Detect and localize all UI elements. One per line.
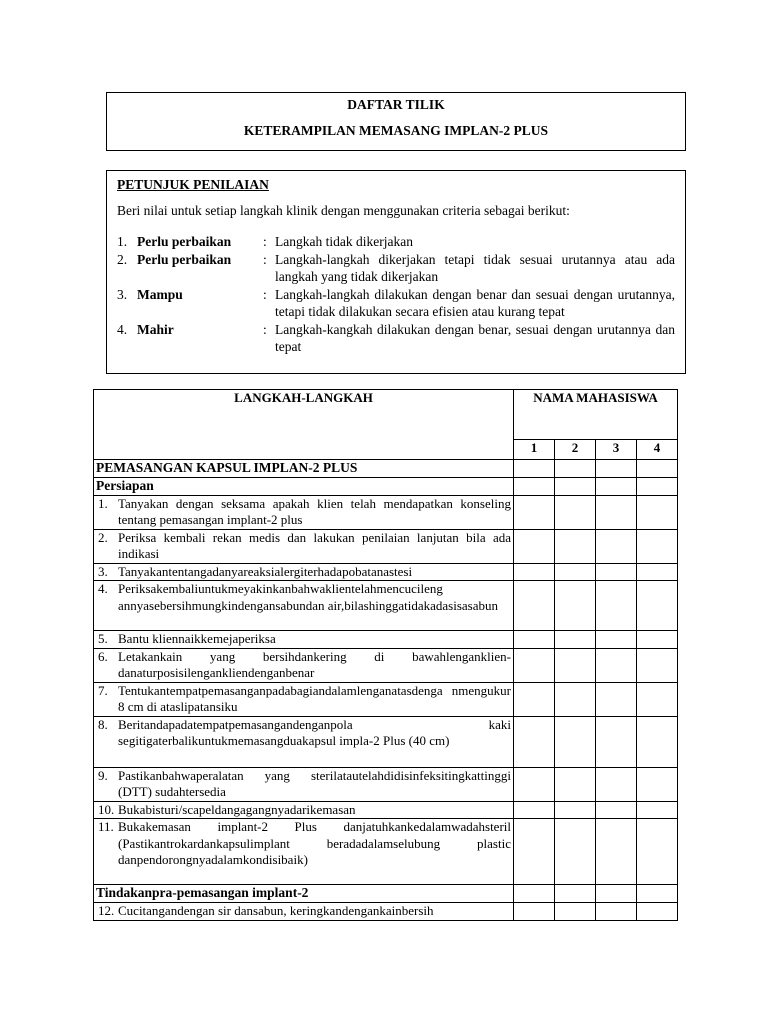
table-row [94, 529, 678, 563]
score-cell[interactable] [596, 648, 637, 682]
step-number: 4. [98, 581, 108, 596]
step-text: Bukakemasan implant-2 Plus danjatuhkankedalamwadahsteril (Pastikantrokardankapsulimplant beradadalamselubung plastic danpendorongnyadalamkondisibaik) [118, 819, 511, 867]
score-cell[interactable] [596, 631, 637, 649]
step-number: 6. [98, 648, 108, 664]
step-cell [94, 682, 514, 716]
score-cell[interactable] [596, 581, 637, 631]
step-number: 8. [98, 716, 108, 732]
step-cell [94, 903, 514, 921]
score-cell[interactable] [514, 682, 555, 716]
score-cell[interactable] [514, 716, 555, 767]
table-row [94, 682, 678, 716]
score-cell[interactable] [637, 682, 678, 716]
header-student-name: NAMA MAHASISWA [514, 390, 678, 440]
score-cell[interactable] [637, 648, 678, 682]
score-cell[interactable] [596, 819, 637, 885]
step-cell [94, 495, 514, 529]
score-cell[interactable] [555, 801, 596, 819]
score-cell[interactable] [555, 529, 596, 563]
criteria-colon: : [263, 286, 267, 302]
score-cell[interactable] [514, 581, 555, 631]
criteria-item [117, 321, 675, 356]
score-cell[interactable] [637, 801, 678, 819]
step-number: 12. [98, 903, 115, 918]
score-cell[interactable] [555, 495, 596, 529]
criteria-label: Mahir [137, 321, 174, 337]
score-cell[interactable] [514, 801, 555, 819]
step-number: 2. [98, 529, 108, 545]
section-row [94, 460, 678, 478]
score-cell[interactable] [555, 563, 596, 581]
document-title: DAFTAR TILIK [347, 97, 445, 112]
step-number: 9. [98, 767, 108, 783]
score-cell[interactable] [555, 682, 596, 716]
table-row [94, 648, 678, 682]
score-cell[interactable] [514, 631, 555, 649]
table-row [94, 716, 678, 767]
step-number: 1. [98, 495, 108, 511]
table-row [94, 767, 678, 801]
instructions-heading: PETUNJUK PENILAIAN [117, 177, 269, 192]
score-cell[interactable] [514, 648, 555, 682]
criteria-description: Langkah-langkah dikerjakan tetapi tidak sesuai urutannya atau ada langkah yang tidak dikerjakan [275, 251, 675, 284]
score-cell[interactable] [514, 903, 555, 921]
step-number: 11. [98, 819, 114, 834]
step-text: Letakankain yang bersihdankering di bawahlengankliendanaturposisilengankliendenganbenar [118, 648, 511, 680]
step-text: Pastikanbahwaperalatan yang sterilatautelahdidisinfeksitingkattinggi (DTT) sudahtersedia [118, 767, 511, 799]
subsection-title: Persiapan [94, 478, 514, 496]
score-cell[interactable] [637, 478, 678, 496]
score-cell[interactable] [637, 903, 678, 921]
step-cell [94, 529, 514, 563]
criteria-number: 3. [117, 286, 128, 302]
section-title: Tindakanpra-pemasangan implant-2 [94, 885, 514, 903]
score-cell[interactable] [514, 819, 555, 885]
section-title: PEMASANGAN KAPSUL IMPLAN-2 PLUS [94, 460, 514, 478]
score-cell[interactable] [637, 885, 678, 903]
step-number: 3. [98, 563, 108, 579]
table-row [94, 581, 678, 631]
criteria-description: Langkah-kangkah dilakukan dengan benar, sesuai dengan urutannya dan tepat [275, 321, 675, 354]
table-row [94, 801, 678, 819]
score-cell[interactable] [555, 581, 596, 631]
instructions-box [106, 170, 686, 374]
criteria-number: 1. [117, 234, 128, 249]
header-col-2: 2 [555, 440, 596, 460]
score-cell[interactable] [514, 495, 555, 529]
criteria-number: 2. [117, 251, 128, 267]
title-box [106, 92, 686, 151]
score-cell[interactable] [637, 716, 678, 767]
criteria-item [117, 251, 675, 286]
score-cell[interactable] [596, 801, 637, 819]
header-col-3: 3 [596, 440, 637, 460]
table-row [94, 903, 678, 921]
score-cell[interactable] [637, 767, 678, 801]
score-cell[interactable] [596, 495, 637, 529]
step-text: Bantu kliennaikkemejaperiksa [118, 631, 276, 646]
criteria-item [117, 286, 675, 321]
criteria-label: Perlu perbaikan [137, 251, 232, 267]
document-subtitle: KETERAMPILAN MEMASANG IMPLAN-2 PLUS [243, 123, 549, 138]
score-cell[interactable] [514, 478, 555, 496]
score-cell[interactable] [596, 767, 637, 801]
score-cell[interactable] [637, 581, 678, 631]
step-cell [94, 716, 514, 767]
score-cell[interactable] [555, 819, 596, 885]
header-steps: LANGKAH-LANGKAH [94, 390, 514, 460]
step-cell [94, 767, 514, 801]
step-text: Tanyakan dengan seksama apakah klien telah mendapatkan konseling tentang pemasangan implant-2 plus [118, 495, 511, 527]
score-cell[interactable] [596, 529, 637, 563]
criteria-item [117, 233, 675, 251]
score-cell[interactable] [637, 563, 678, 581]
table-header-row [94, 390, 678, 440]
criteria-colon: : [263, 251, 267, 267]
criteria-label: Mampu [137, 286, 183, 302]
table-row [94, 819, 678, 885]
score-cell[interactable] [514, 885, 555, 903]
criteria-description: Langkah-langkah dilakukan dengan benar dan sesuai dengan urutannya, tetapi tidak dilakukan secara efisien atau kurang tepat [275, 286, 675, 319]
step-cell [94, 563, 514, 581]
instructions-intro: Beri nilai untuk setiap langkah klinik dengan menggunakan criteria sebagai berikut: [117, 203, 570, 218]
score-cell[interactable] [596, 682, 637, 716]
score-cell[interactable] [514, 563, 555, 581]
score-cell[interactable] [555, 460, 596, 478]
table-row [94, 495, 678, 529]
criteria-number: 4. [117, 321, 128, 337]
score-cell[interactable] [596, 885, 637, 903]
step-number: 5. [98, 631, 108, 646]
step-text: Bukabisturi/scapeldangagangnyadarikemasan [118, 801, 356, 817]
criteria-description: Langkah tidak dikerjakan [275, 234, 413, 249]
score-cell[interactable] [555, 478, 596, 496]
score-cell[interactable] [596, 460, 637, 478]
criteria-colon: : [263, 234, 267, 249]
step-text: Periksakembaliuntukmeyakinkanbahwaklientelahmencucileng annyasebersihmungkindengansabundan air,bilashinggatidakadasisasabun [118, 581, 498, 613]
score-cell[interactable] [514, 460, 555, 478]
subsection-row [94, 478, 678, 496]
header-col-1: 1 [514, 440, 555, 460]
score-cell[interactable] [596, 563, 637, 581]
score-cell[interactable] [555, 767, 596, 801]
table-row [94, 631, 678, 649]
step-text: Tentukantempatpemasanganpadabagiandalamlenganatasdenga nmengukur 8 cm di ataslipatansiku [118, 682, 511, 714]
header-col-4: 4 [637, 440, 678, 460]
step-cell [94, 648, 514, 682]
step-cell [94, 801, 514, 819]
step-text: Beritandapadatempatpemasangandenganpola kaki segitigaterbalikuntukmemasangduakapsul impla-2 Plus (40 cm) [118, 716, 511, 748]
score-cell[interactable] [637, 529, 678, 563]
step-text: Cucitangandengan sir dansabun, keringkandengankainbersih [118, 903, 434, 918]
step-text: Periksa kembali rekan medis dan lakukan penilaian lanjutan bila ada indikasi [118, 529, 511, 561]
step-cell [94, 581, 514, 631]
step-number: 7. [98, 682, 108, 698]
criteria-list [117, 233, 675, 356]
score-cell[interactable] [555, 903, 596, 921]
score-cell[interactable] [637, 495, 678, 529]
score-cell[interactable] [514, 529, 555, 563]
step-number: 10. [98, 801, 115, 817]
section-row [94, 885, 678, 903]
score-cell[interactable] [555, 648, 596, 682]
score-cell[interactable] [637, 819, 678, 885]
score-cell[interactable] [637, 460, 678, 478]
step-cell [94, 631, 514, 649]
score-cell[interactable] [555, 716, 596, 767]
score-cell[interactable] [596, 903, 637, 921]
table-row [94, 563, 678, 581]
criteria-label: Perlu perbaikan [137, 234, 232, 249]
step-cell [94, 819, 514, 885]
criteria-colon: : [263, 321, 267, 337]
checklist-table [93, 389, 678, 921]
score-cell[interactable] [637, 631, 678, 649]
score-cell[interactable] [596, 478, 637, 496]
step-text: Tanyakantentangadanyareaksialergiterhadapobatanastesi [118, 563, 413, 579]
score-cell[interactable] [514, 767, 555, 801]
score-cell[interactable] [555, 631, 596, 649]
score-cell[interactable] [596, 716, 637, 767]
score-cell[interactable] [555, 885, 596, 903]
